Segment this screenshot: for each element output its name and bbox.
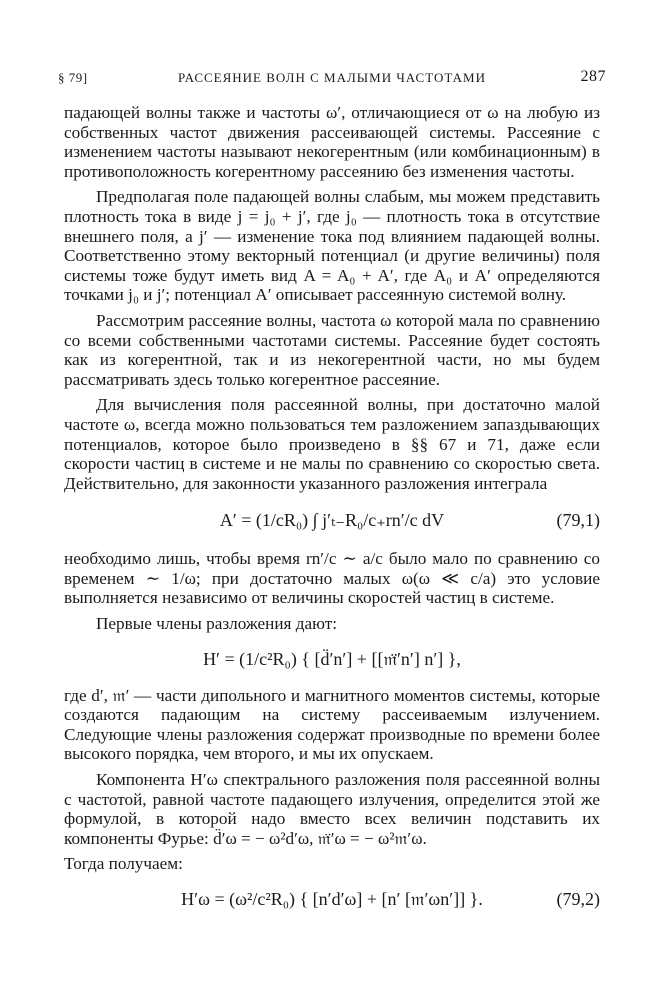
paragraph: Тогда получаем: xyxy=(64,854,183,874)
paragraph: Рассмотрим рассеяние волны, частота ω которой мала по сравнению со всеми собственными частотами системы. Рассеяние будет состоять как из когерентной, так и из некогерентной части, но мы будем рассматривать здесь только когерентное рассеяние. xyxy=(64,310,600,389)
running-header xyxy=(58,70,606,90)
equation-formula: H′ω = (ω²/c²R₀) { [n′d′ω] + [n′ [𝔪′ωn′]] }. xyxy=(181,889,483,910)
paragraph: падающей волны также и частоты ω′, отличающиеся от ω на любую из собственных частот движения рассеивающей системы. Рассеяние с изменением частоты называют некогерентным (или комбинационным) в противоположность когерентному рассеянию без изменения частоты. xyxy=(64,103,600,181)
equation-field xyxy=(64,640,600,680)
equation-number: (79,1) xyxy=(556,510,600,531)
paragraph: Для вычисления поля рассеянной волны, при достаточно малой частоте ω, всегда можно пользоваться тем разложением запаздывающих потенциалов, которое было произведено в §§ 67 и 71, даже если скорости частиц в системе и не малы по сравнению со скоростью света. Действительно, для законности указанного разложения интеграла xyxy=(64,395,600,493)
paragraph: Компонента H′ω спектрального разложения поля рассеянной волны с частотой, равной частоте падающего излучения, определится этой же формулой, в которой надо вместо всех величин подставить их компоненты Фурье: d̈′ω = − ω²d′ω, 𝔪̈′ω = − ω²𝔪′ω. xyxy=(64,770,600,848)
equation-number: (79,2) xyxy=(556,889,600,910)
paragraph: необходимо лишь, чтобы время rn′/c ∼ a/c было мало по сравнению со временем ∼ 1/ω; при достаточно малых ω(ω ≪ c/a) это условие выполняется независимо от величины скоростей частиц в системе. xyxy=(64,549,600,608)
equation-formula: H′ = (1/c²R₀) { [d̈′n′] + [[𝔪̈′n′] n′] }, xyxy=(203,648,461,669)
chapter-title: РАССЕЯНИЕ ВОЛН С МАЛЫМИ ЧАСТОТАМИ xyxy=(178,70,486,85)
paragraph: где d′, 𝔪′ — части дипольного и магнитного моментов системы, которые создаются падающим на систему рассеиваемым излучением. Следующие члены разложения содержат производные по времени более высокого порядка, чем второго, и мы их опускаем. xyxy=(64,685,600,764)
section-ref: § 79] xyxy=(58,70,88,85)
equation-79-2 xyxy=(64,880,600,920)
paragraph: Предполагая поле падающей волны слабым, мы можем представить плотность тока в виде j = j₀ + j′, где j₀ — плотность тока в отсутствие внешнего поля, а j′ — изменение тока под влиянием падающей волны. Соответственно этому векторный потенциал (и другие величины) поля системы тоже будут иметь вид A = A₀ + A′, где A₀ и A′ определяются точками j₀ и j′; потенциал A′ описывает рассеянную системой волну. xyxy=(64,187,600,305)
page-body xyxy=(64,103,600,926)
paragraph: Первые члены разложения дают: xyxy=(96,614,338,634)
equation-formula: A′ = (1/cR₀) ∫ j′ₜ₋R₀/c₊rn′/c dV xyxy=(219,510,445,531)
page-number: 287 xyxy=(580,68,606,85)
equation-79-1 xyxy=(64,499,600,543)
